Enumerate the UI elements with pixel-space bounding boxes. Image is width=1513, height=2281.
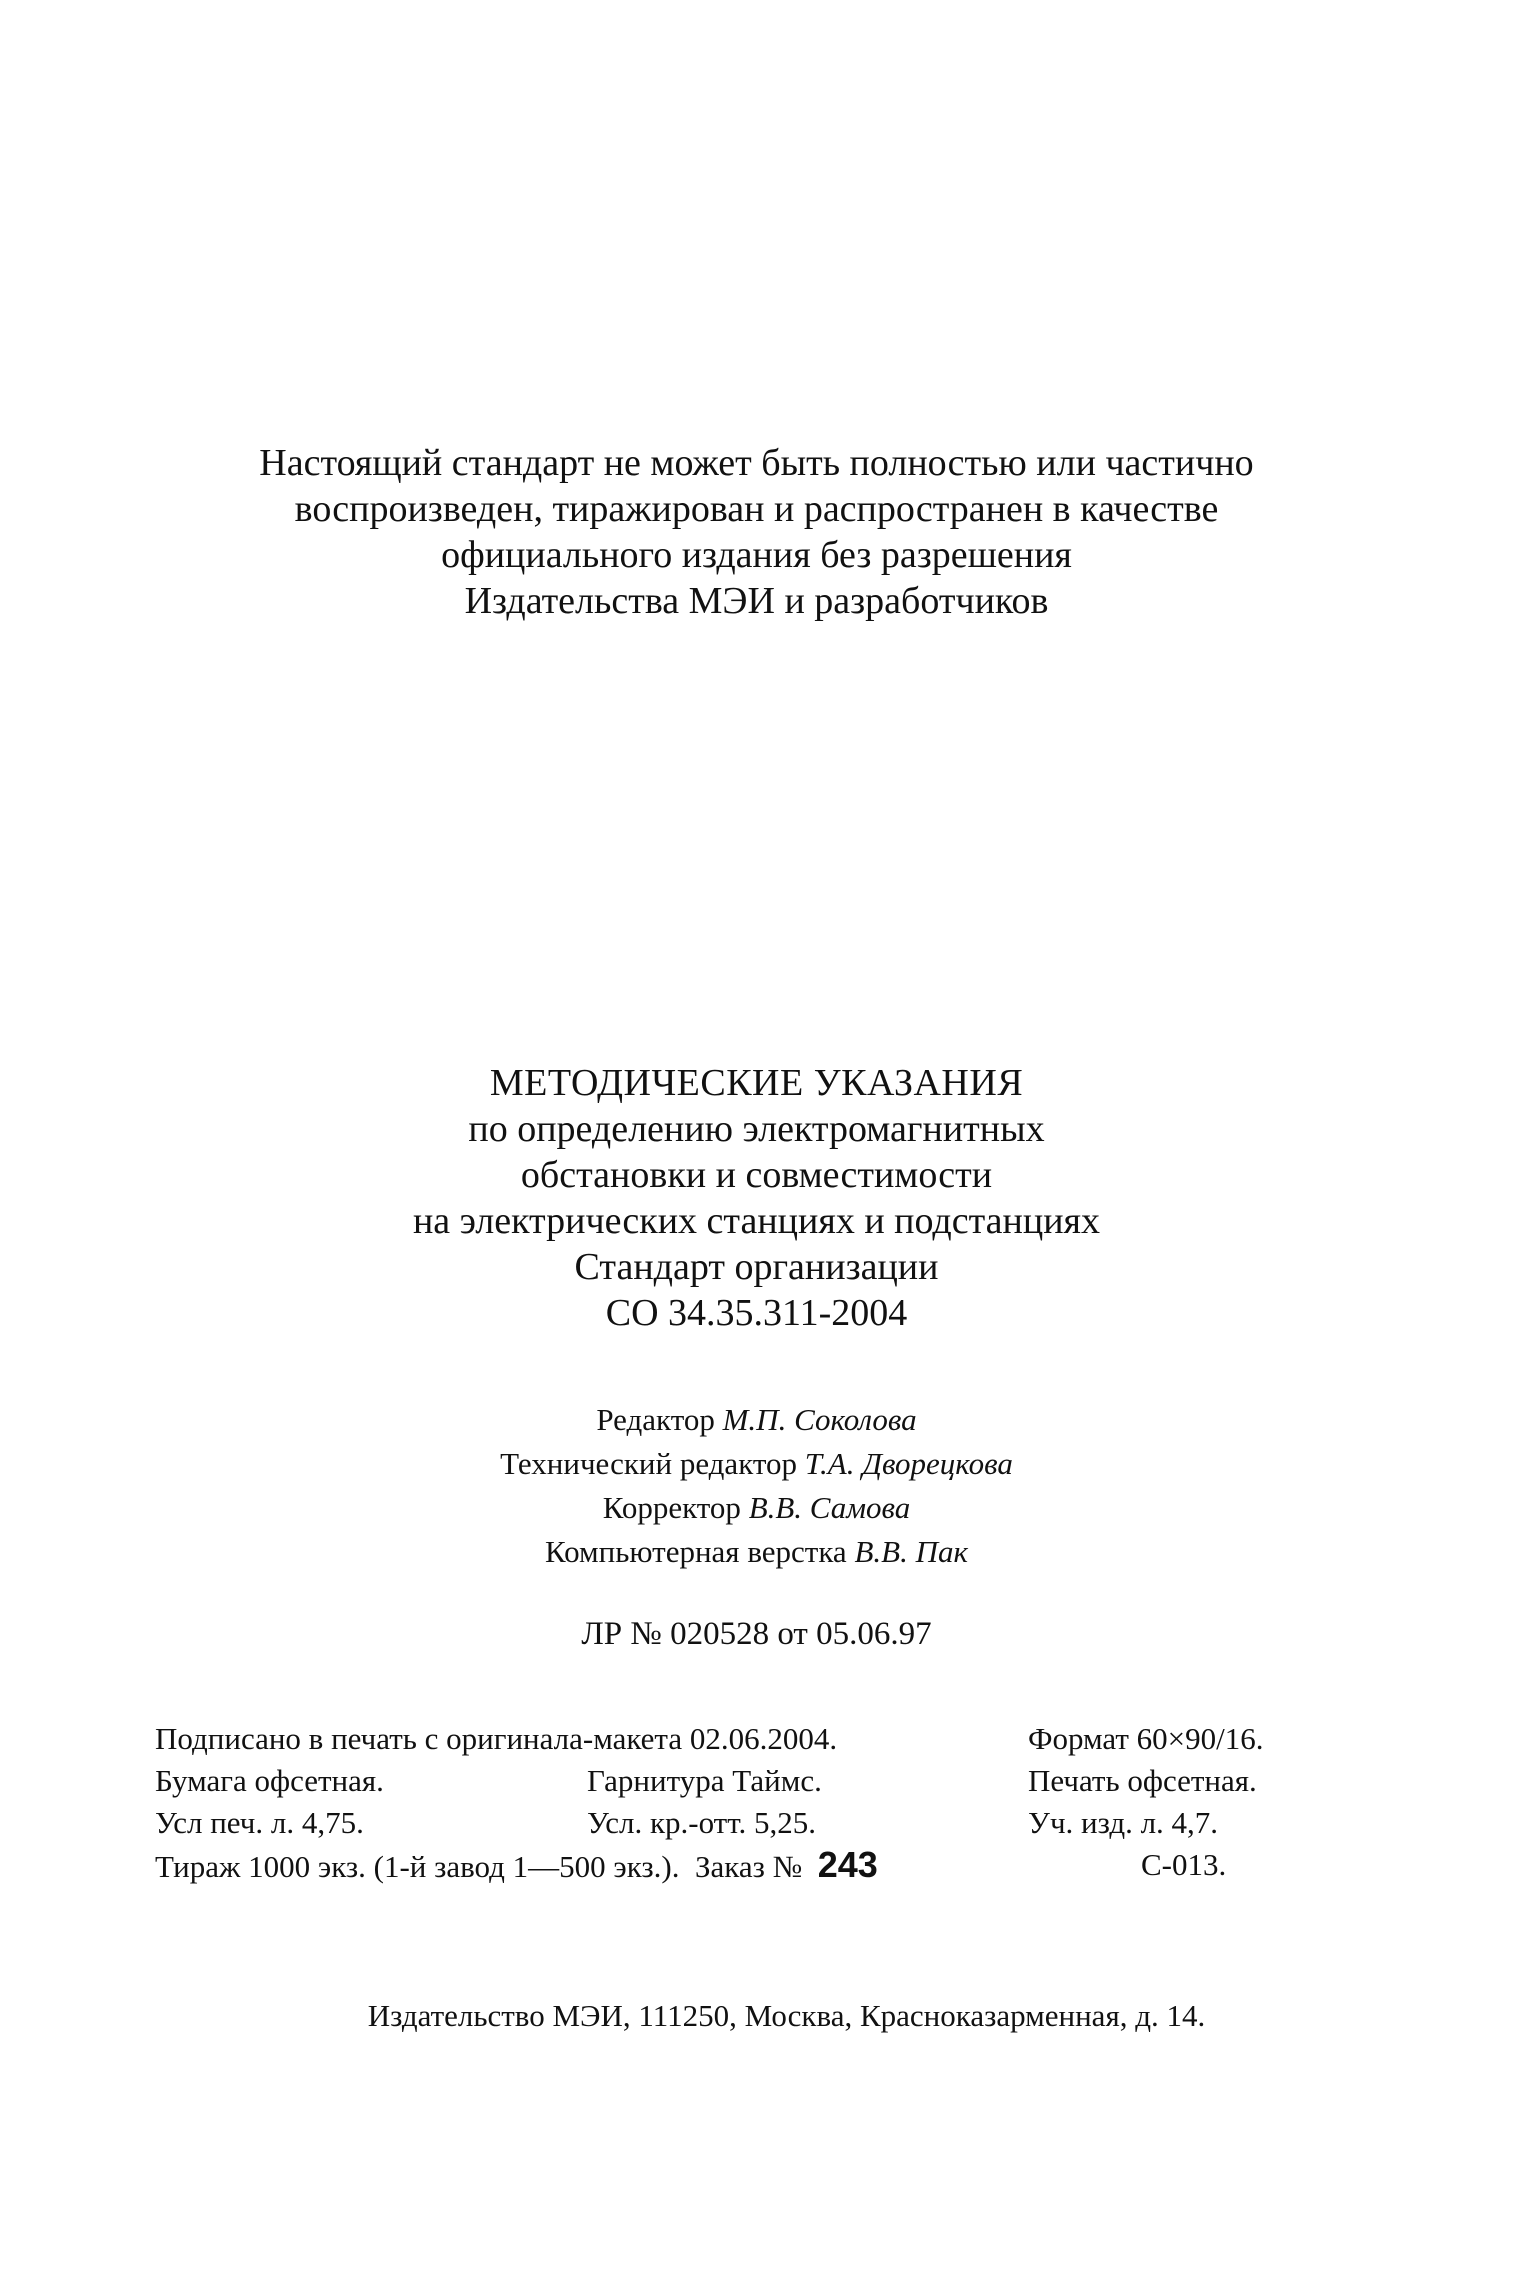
imprint-table [155, 1718, 1285, 1886]
credit-name: В.В. Самова [748, 1490, 911, 1525]
paper-format: Формат 60×90/16. [1028, 1721, 1264, 1756]
title-line: по определению электромагнитных [468, 1108, 1045, 1150]
notice-line: Настоящий стандарт не может быть полностью или частично [259, 442, 1254, 484]
circulation: Тираж 1000 экз. (1-й завод 1—500 экз.). [155, 1849, 680, 1884]
title-block [0, 1060, 1513, 1336]
imprint-row [155, 1760, 1285, 1802]
publication-sheets: Уч. изд. л. 4,7. [1028, 1805, 1219, 1840]
printing-method: Печать офсетная. [1028, 1763, 1257, 1798]
credit-proofreader [0, 1486, 1513, 1530]
credit-role: Технический редактор [500, 1446, 797, 1481]
credit-layout [0, 1530, 1513, 1574]
credit-name: М.П. Соколова [722, 1402, 917, 1437]
document-title: МЕТОДИЧЕСКИЕ УКАЗАНИЯ [489, 1062, 1024, 1104]
color-prints: Усл. кр.-отт. 5,25. [587, 1805, 816, 1840]
title-line: на электрических станциях и подстанциях [412, 1200, 1101, 1242]
typeface: Гарнитура Таймс. [587, 1763, 822, 1798]
credit-tech-editor [0, 1442, 1513, 1486]
notice-line: Издательства МЭИ и разработчиков [464, 580, 1049, 622]
notice-line: официального издания без разрешения [441, 534, 1072, 576]
license-number: ЛР № 020528 от 05.06.97 [581, 1616, 932, 1652]
signed-to-print: Подписано в печать с оригинала-макета 02.06.2004. [155, 1721, 838, 1756]
title-line: обстановки и совместимости [520, 1154, 993, 1196]
circulation-order [155, 1844, 878, 1888]
credit-role: Редактор [596, 1402, 715, 1437]
notice-line: воспроизведен, тиражирован и распространен в качестве [294, 488, 1219, 530]
publisher-address: Издательство МЭИ, 111250, Москва, Красноказарменная, д. 14. [367, 1998, 1206, 2033]
publisher-code: С-013. [1141, 1847, 1227, 1882]
imprint-row [155, 1718, 1285, 1760]
imprint-row [155, 1802, 1285, 1844]
copyright-notice [0, 440, 1513, 624]
credit-role: Корректор [602, 1490, 741, 1525]
print-sheets: Усл печ. л. 4,75. [155, 1805, 364, 1840]
order-label: Заказ № [694, 1849, 803, 1884]
standard-code: СО 34.35.311-2004 [605, 1292, 908, 1334]
title-line: Стандарт организации [574, 1246, 939, 1288]
paper-type: Бумага офсетная. [155, 1763, 384, 1798]
order-number: 243 [817, 1844, 878, 1885]
credit-name: В.В. Пак [854, 1534, 968, 1569]
credit-role: Компьютерная верстка [545, 1534, 847, 1569]
credits [0, 1398, 1513, 1574]
credit-editor [0, 1398, 1513, 1442]
credit-name: Т.А. Дворецкова [804, 1446, 1013, 1481]
imprint-row [155, 1844, 1285, 1886]
